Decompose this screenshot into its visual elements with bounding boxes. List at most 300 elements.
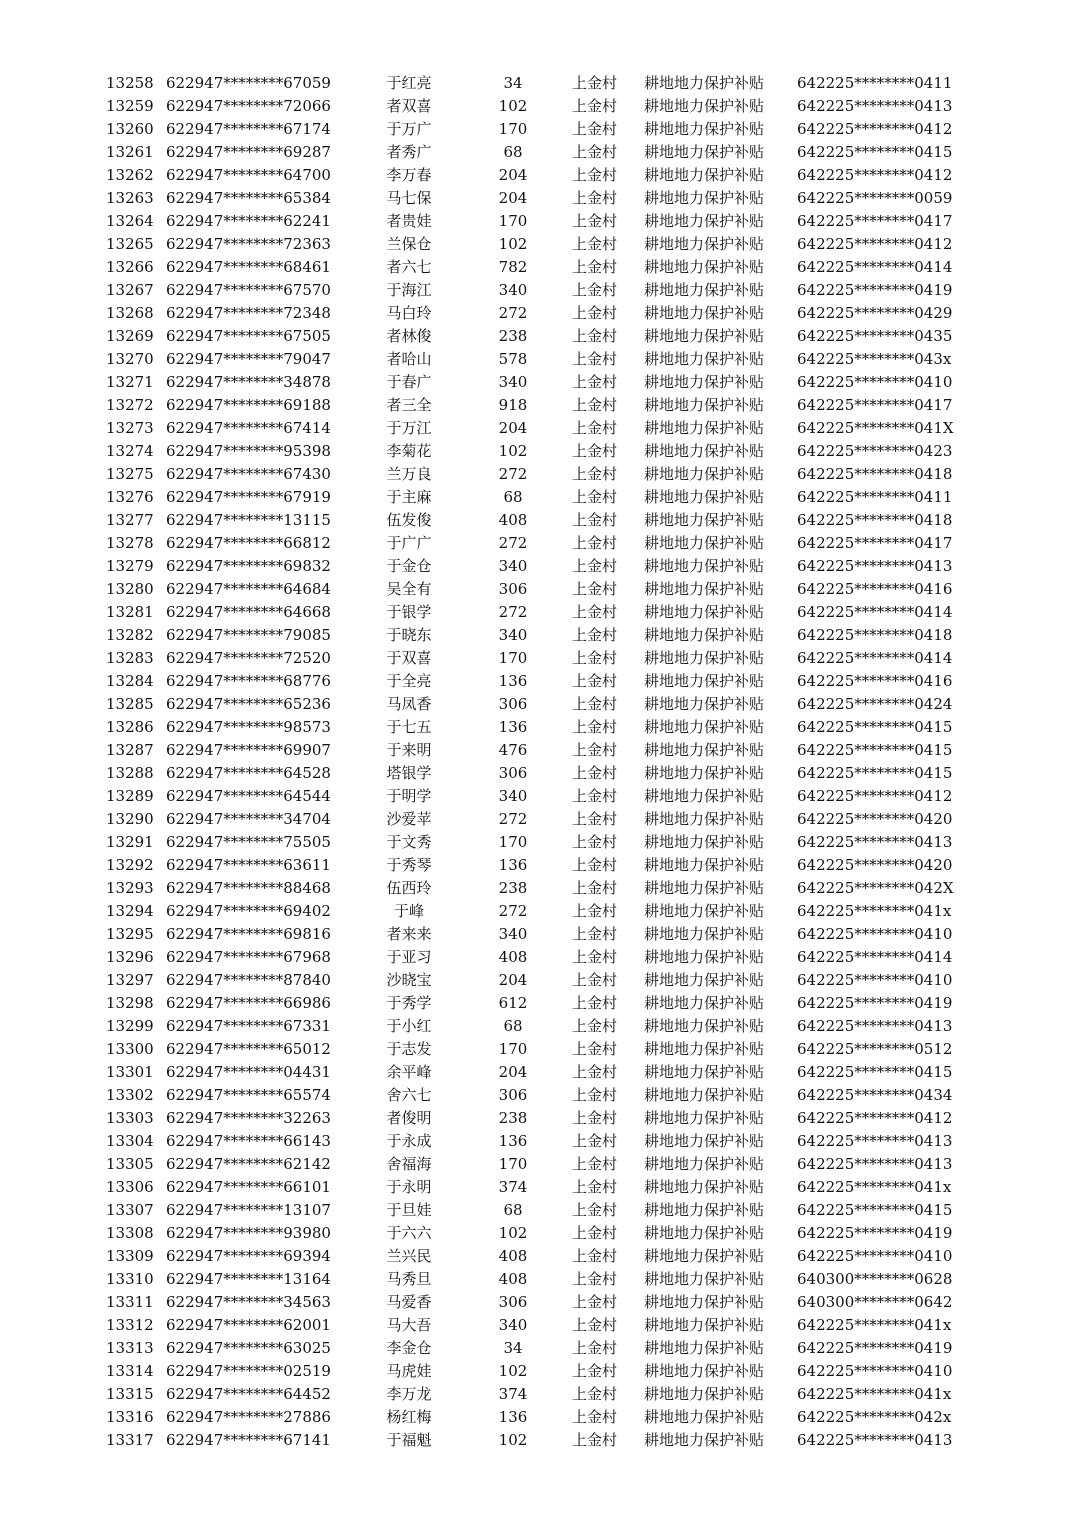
person-name: 马七保 [386,189,432,207]
subsidy-amount: 238 [498,327,528,345]
table-row [0,808,1074,831]
person-name: 李万龙 [386,1385,432,1403]
account-number: 622947********65012 [166,1040,331,1058]
account-number: 622947********66986 [166,994,331,1012]
person-name: 于晓东 [386,626,432,644]
table-row [0,1153,1074,1176]
subsidy-type: 耕地地力保护补贴 [644,1155,765,1173]
person-name: 于七五 [386,718,432,736]
subsidy-type: 耕地地力保护补贴 [644,534,765,552]
subsidy-amount: 136 [498,1132,528,1150]
subsidy-type: 耕地地力保护补贴 [644,1178,765,1196]
village-name: 上金村 [572,1408,618,1426]
row-number: 13306 [106,1178,154,1196]
subsidy-type: 耕地地力保护补贴 [644,120,765,138]
id-number: 642225********0429 [797,304,953,322]
id-number: 642225********0415 [797,1063,953,1081]
id-number: 642225********0411 [797,74,953,92]
id-number: 642225********0415 [797,741,953,759]
subsidy-amount: 408 [498,948,528,966]
village-name: 上金村 [572,948,618,966]
row-number: 13311 [106,1293,154,1311]
row-number: 13299 [106,1017,154,1035]
village-name: 上金村 [572,396,618,414]
account-number: 622947********02519 [166,1362,331,1380]
row-number: 13295 [106,925,154,943]
account-number: 622947********67141 [166,1431,331,1449]
subsidy-type: 耕地地力保护补贴 [644,1086,765,1104]
subsidy-amount: 102 [498,1431,528,1449]
table-row [0,256,1074,279]
person-name: 余平峰 [386,1063,432,1081]
account-number: 622947********93980 [166,1224,331,1242]
person-name: 李万春 [386,166,432,184]
table-row [0,1222,1074,1245]
subsidy-type: 耕地地力保护补贴 [644,879,765,897]
table-row [0,831,1074,854]
table-row [0,1383,1074,1406]
village-name: 上金村 [572,879,618,897]
subsidy-type: 耕地地力保护补贴 [644,488,765,506]
village-name: 上金村 [572,143,618,161]
table-row [0,762,1074,785]
subsidy-type: 耕地地力保护补贴 [644,1063,765,1081]
table-row [0,1429,1074,1452]
account-number: 622947********69188 [166,396,331,414]
table-row [0,900,1074,923]
row-number: 13285 [106,695,154,713]
village-name: 上金村 [572,1017,618,1035]
row-number: 13275 [106,465,154,483]
id-number: 642225********0414 [797,603,953,621]
id-number: 642225********0415 [797,1201,953,1219]
row-number: 13259 [106,97,154,115]
village-name: 上金村 [572,925,618,943]
account-number: 622947********65384 [166,189,331,207]
subsidy-type: 耕地地力保护补贴 [644,925,765,943]
subsidy-type: 耕地地力保护补贴 [644,994,765,1012]
subsidy-amount: 272 [498,810,528,828]
subsidy-type: 耕地地力保护补贴 [644,1362,765,1380]
row-number: 13260 [106,120,154,138]
subsidy-type: 耕地地力保护补贴 [644,1109,765,1127]
table-row [0,670,1074,693]
id-number: 642225********041x [797,1316,952,1334]
account-number: 622947********64528 [166,764,331,782]
id-number: 642225********0419 [797,1339,953,1357]
subsidy-type: 耕地地力保护补贴 [644,419,765,437]
subsidy-amount: 272 [498,465,528,483]
subsidy-type: 耕地地力保护补贴 [644,1385,765,1403]
village-name: 上金村 [572,833,618,851]
row-number: 13289 [106,787,154,805]
person-name: 于万广 [386,120,432,138]
person-name: 塔银学 [386,764,432,782]
subsidy-type: 耕地地力保护补贴 [644,626,765,644]
person-name: 沙爱苹 [386,810,432,828]
row-number: 13298 [106,994,154,1012]
account-number: 622947********72066 [166,97,331,115]
village-name: 上金村 [572,304,618,322]
person-name: 沙晓宝 [386,971,432,989]
subsidy-amount: 102 [498,97,528,115]
person-name: 马凤香 [386,695,432,713]
subsidy-amount: 68 [503,488,523,506]
account-number: 622947********63025 [166,1339,331,1357]
row-number: 13270 [106,350,154,368]
village-name: 上金村 [572,1293,618,1311]
subsidy-amount: 306 [498,764,528,782]
village-name: 上金村 [572,718,618,736]
village-name: 上金村 [572,281,618,299]
subsidy-type: 耕地地力保护补贴 [644,143,765,161]
subsidy-type: 耕地地力保护补贴 [644,1247,765,1265]
subsidy-amount: 408 [498,511,528,529]
table-row [0,532,1074,555]
person-name: 于旦娃 [386,1201,432,1219]
account-number: 622947********68776 [166,672,331,690]
subsidy-amount: 612 [498,994,528,1012]
person-name: 于海江 [386,281,432,299]
table-row [0,601,1074,624]
table-row [0,1015,1074,1038]
subsidy-amount: 204 [498,1063,528,1081]
subsidy-type: 耕地地力保护补贴 [644,166,765,184]
id-number: 642225********0419 [797,994,953,1012]
subsidy-type: 耕地地力保护补贴 [644,281,765,299]
id-number: 642225********0418 [797,465,953,483]
subsidy-type: 耕地地力保护补贴 [644,1201,765,1219]
subsidy-amount: 102 [498,1362,528,1380]
subsidy-amount: 306 [498,1086,528,1104]
id-number: 642225********0410 [797,925,953,943]
table-row [0,647,1074,670]
subsidy-type: 耕地地力保护补贴 [644,304,765,322]
village-name: 上金村 [572,1063,618,1081]
person-name: 于小红 [386,1017,432,1035]
village-name: 上金村 [572,994,618,1012]
person-name: 者三全 [386,396,432,414]
row-number: 13316 [106,1408,154,1426]
row-number: 13280 [106,580,154,598]
row-number: 13279 [106,557,154,575]
village-name: 上金村 [572,1109,618,1127]
row-number: 13264 [106,212,154,230]
account-number: 622947********72520 [166,649,331,667]
subsidy-amount: 340 [498,787,528,805]
table-row [0,233,1074,256]
table-row [0,394,1074,417]
id-number: 642225********0416 [797,580,953,598]
id-number: 642225********0410 [797,1362,953,1380]
account-number: 622947********63611 [166,856,331,874]
table-row [0,1337,1074,1360]
row-number: 13273 [106,419,154,437]
row-number: 13293 [106,879,154,897]
id-number: 642225********0415 [797,718,953,736]
account-number: 622947********68461 [166,258,331,276]
row-number: 13258 [106,74,154,92]
person-name: 者贵娃 [386,212,432,230]
person-name: 者秀广 [386,143,432,161]
subsidy-type: 耕地地力保护补贴 [644,1040,765,1058]
row-number: 13313 [106,1339,154,1357]
row-number: 13317 [106,1431,154,1449]
person-name: 于双喜 [386,649,432,667]
row-number: 13263 [106,189,154,207]
table-row [0,1061,1074,1084]
subsidy-type: 耕地地力保护补贴 [644,649,765,667]
person-name: 者俊明 [386,1109,432,1127]
person-name: 于峰 [393,902,424,920]
subsidy-amount: 170 [498,120,528,138]
village-name: 上金村 [572,787,618,805]
subsidy-type: 耕地地力保护补贴 [644,465,765,483]
account-number: 622947********95398 [166,442,331,460]
id-number: 640300********0628 [797,1270,953,1288]
person-name: 伍发俊 [386,511,432,529]
id-number: 642225********0419 [797,281,953,299]
id-number: 642225********0415 [797,143,953,161]
village-name: 上金村 [572,511,618,529]
row-number: 13277 [106,511,154,529]
person-name: 李金仓 [386,1339,432,1357]
village-name: 上金村 [572,810,618,828]
id-number: 642225********0411 [797,488,953,506]
village-name: 上金村 [572,258,618,276]
table-row [0,1291,1074,1314]
table-row [0,624,1074,647]
account-number: 622947********69287 [166,143,331,161]
subsidy-amount: 170 [498,1155,528,1173]
person-name: 于春广 [386,373,432,391]
person-name: 马爱香 [386,1293,432,1311]
village-name: 上金村 [572,189,618,207]
subsidy-type: 耕地地力保护补贴 [644,810,765,828]
account-number: 622947********79085 [166,626,331,644]
account-number: 622947********69907 [166,741,331,759]
person-name: 于志发 [386,1040,432,1058]
account-number: 622947********66101 [166,1178,331,1196]
account-number: 622947********34878 [166,373,331,391]
subsidy-amount: 68 [503,143,523,161]
id-number: 642225********0414 [797,649,953,667]
subsidy-type: 耕地地力保护补贴 [644,718,765,736]
subsidy-amount: 340 [498,373,528,391]
person-name: 于主麻 [386,488,432,506]
subsidy-amount: 68 [503,1017,523,1035]
subsidy-amount: 374 [498,1385,528,1403]
account-number: 622947********34704 [166,810,331,828]
subsidy-type: 耕地地力保护补贴 [644,327,765,345]
table-row [0,1199,1074,1222]
account-number: 622947********65574 [166,1086,331,1104]
village-name: 上金村 [572,856,618,874]
village-name: 上金村 [572,74,618,92]
row-number: 13271 [106,373,154,391]
table-row [0,969,1074,992]
subsidy-amount: 782 [498,258,528,276]
subsidy-amount: 102 [498,442,528,460]
subsidy-amount: 408 [498,1247,528,1265]
row-number: 13300 [106,1040,154,1058]
id-number: 642225********0512 [797,1040,953,1058]
row-number: 13287 [106,741,154,759]
account-number: 622947********66812 [166,534,331,552]
id-number: 642225********0413 [797,1017,953,1035]
person-name: 者六七 [386,258,432,276]
village-name: 上金村 [572,327,618,345]
id-number: 642225********0420 [797,856,953,874]
id-number: 642225********0418 [797,511,953,529]
person-name: 者来来 [386,925,432,943]
table-row [0,348,1074,371]
person-name: 兰保仓 [386,235,432,253]
id-number: 642225********0412 [797,787,953,805]
subsidy-type: 耕地地力保护补贴 [644,74,765,92]
table-row [0,1107,1074,1130]
subsidy-amount: 136 [498,672,528,690]
village-name: 上金村 [572,1201,618,1219]
row-number: 13276 [106,488,154,506]
village-name: 上金村 [572,212,618,230]
row-number: 13272 [106,396,154,414]
id-number: 642225********0413 [797,833,953,851]
account-number: 622947********88468 [166,879,331,897]
village-name: 上金村 [572,166,618,184]
subsidy-amount: 238 [498,879,528,897]
table-row [0,486,1074,509]
table-row [0,1314,1074,1337]
village-name: 上金村 [572,442,618,460]
account-number: 622947********66143 [166,1132,331,1150]
village-name: 上金村 [572,1339,618,1357]
subsidy-type: 耕地地力保护补贴 [644,235,765,253]
id-number: 642225********043x [797,350,952,368]
account-number: 622947********62001 [166,1316,331,1334]
id-number: 642225********0410 [797,373,953,391]
row-number: 13312 [106,1316,154,1334]
account-number: 622947********64668 [166,603,331,621]
subsidy-type: 耕地地力保护补贴 [644,557,765,575]
subsidy-type: 耕地地力保护补贴 [644,787,765,805]
subsidy-type: 耕地地力保护补贴 [644,97,765,115]
village-name: 上金村 [572,971,618,989]
account-number: 622947********87840 [166,971,331,989]
table-row [0,854,1074,877]
village-name: 上金村 [572,1224,618,1242]
id-number: 642225********0416 [797,672,953,690]
person-name: 伍西玲 [386,879,432,897]
subsidy-amount: 272 [498,304,528,322]
table-row [0,739,1074,762]
person-name: 者双喜 [386,97,432,115]
village-name: 上金村 [572,97,618,115]
village-name: 上金村 [572,741,618,759]
village-name: 上金村 [572,488,618,506]
row-number: 13305 [106,1155,154,1173]
table-row [0,141,1074,164]
row-number: 13292 [106,856,154,874]
subsidy-amount: 34 [503,74,523,92]
id-number: 640300********0642 [797,1293,953,1311]
person-name: 兰万良 [386,465,432,483]
village-name: 上金村 [572,419,618,437]
row-number: 13266 [106,258,154,276]
account-number: 622947********67430 [166,465,331,483]
table-row [0,1038,1074,1061]
id-number: 642225********0059 [797,189,953,207]
village-name: 上金村 [572,626,618,644]
row-number: 13291 [106,833,154,851]
subsidy-amount: 136 [498,718,528,736]
person-name: 李菊花 [386,442,432,460]
subsidy-amount: 340 [498,626,528,644]
subsidy-type: 耕地地力保护补贴 [644,189,765,207]
id-number: 642225********042X [797,879,954,897]
account-number: 622947********62142 [166,1155,331,1173]
table-row [0,210,1074,233]
row-number: 13308 [106,1224,154,1242]
table-row [0,509,1074,532]
subsidy-amount: 170 [498,833,528,851]
account-number: 622947********04431 [166,1063,331,1081]
table-row [0,187,1074,210]
subsidy-amount: 170 [498,649,528,667]
person-name: 者哈山 [386,350,432,368]
row-number: 13261 [106,143,154,161]
person-name: 马秀旦 [386,1270,432,1288]
table-row [0,440,1074,463]
table-row [0,1268,1074,1291]
table-row [0,72,1074,95]
row-number: 13296 [106,948,154,966]
person-name: 于福魁 [386,1431,432,1449]
table-row [0,578,1074,601]
subsidy-type: 耕地地力保护补贴 [644,1017,765,1035]
row-number: 13294 [106,902,154,920]
table-row [0,1406,1074,1429]
subsidy-amount: 306 [498,580,528,598]
table-row [0,946,1074,969]
row-number: 13301 [106,1063,154,1081]
subsidy-amount: 918 [498,396,528,414]
subsidy-amount: 340 [498,1316,528,1334]
row-number: 13267 [106,281,154,299]
village-name: 上金村 [572,1362,618,1380]
person-name: 于亚习 [386,948,432,966]
person-name: 马白玲 [386,304,432,322]
id-number: 642225********0435 [797,327,953,345]
row-number: 13265 [106,235,154,253]
subsidy-type: 耕地地力保护补贴 [644,373,765,391]
subsidy-type: 耕地地力保护补贴 [644,971,765,989]
subsidy-type: 耕地地力保护补贴 [644,672,765,690]
subsidy-type: 耕地地力保护补贴 [644,603,765,621]
village-name: 上金村 [572,1431,618,1449]
id-number: 642225********0412 [797,1109,953,1127]
person-name: 于红亮 [386,74,432,92]
table-row [0,877,1074,900]
id-number: 642225********0423 [797,442,953,460]
row-number: 13283 [106,649,154,667]
row-number: 13288 [106,764,154,782]
account-number: 622947********34563 [166,1293,331,1311]
account-number: 622947********75505 [166,833,331,851]
person-name: 者林俊 [386,327,432,345]
subsidy-amount: 238 [498,1109,528,1127]
person-name: 于来明 [386,741,432,759]
